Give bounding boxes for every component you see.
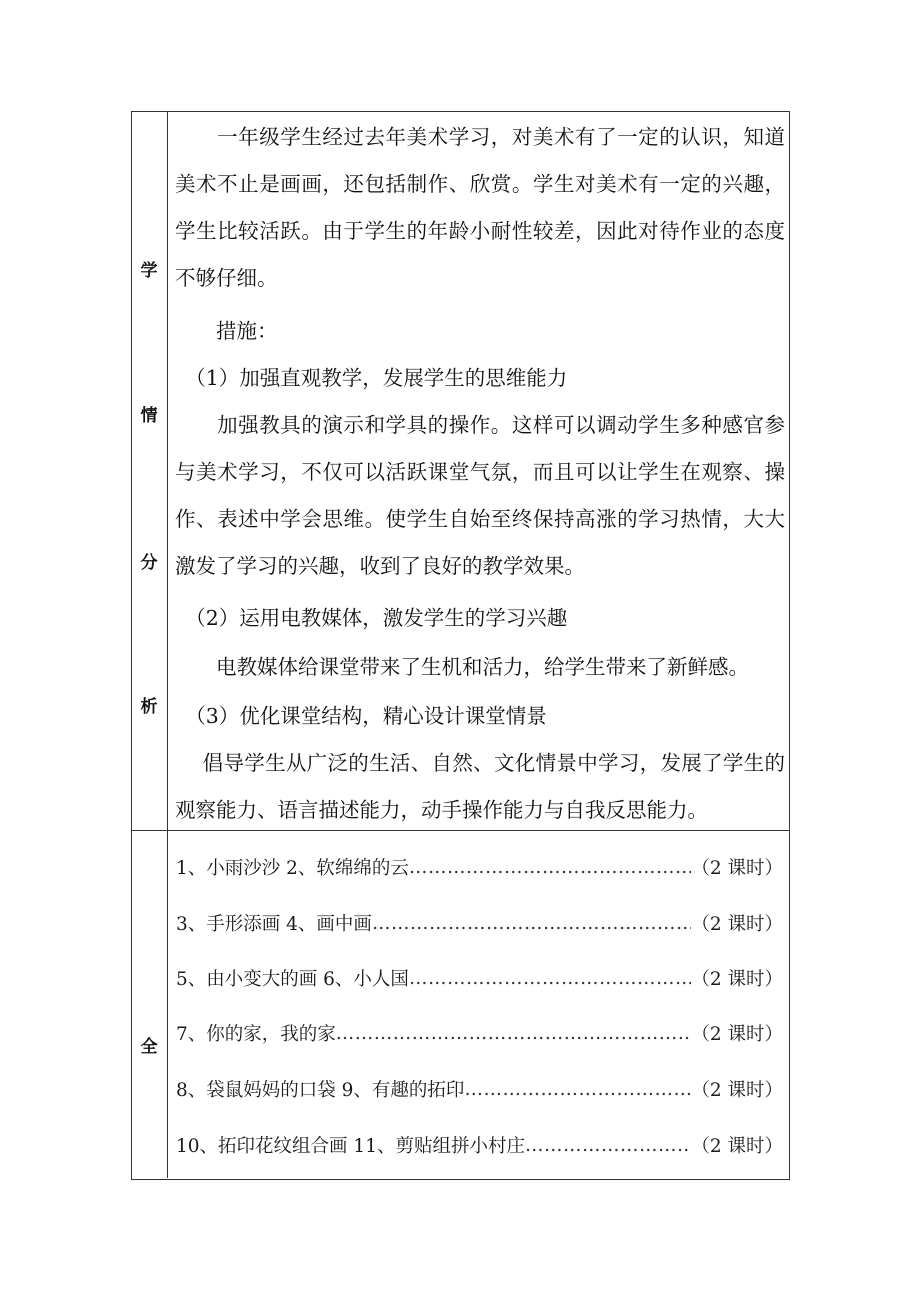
plan-label-cell: [132, 831, 168, 1178]
analysis-label-char-1: 学: [140, 261, 158, 281]
leader-dots: [409, 857, 691, 878]
lesson-hours: （2 课时）: [691, 858, 783, 879]
leader-dots: [409, 968, 691, 989]
measure-2-title: （2）运用电教媒体，激发学生的学习兴趣: [175, 606, 568, 630]
lesson-title: 7、你的家，我的家: [176, 1024, 336, 1045]
analysis-label-char-3: 分: [140, 553, 158, 573]
leader-dots: [525, 1135, 691, 1156]
lesson-hours: （2 课时）: [691, 1136, 783, 1157]
lesson-row: [176, 1074, 783, 1104]
lesson-hours: （2 课时）: [691, 1024, 783, 1045]
lesson-row: [176, 1018, 783, 1048]
lesson-hours: （2 课时）: [691, 969, 783, 990]
lesson-row: [176, 963, 783, 993]
measures-heading: 措施：: [175, 319, 278, 343]
lesson-row: [176, 852, 783, 882]
analysis-label-char-2: 情: [140, 406, 158, 426]
measure-3-body: 倡导学生从广泛的生活、自然、文化情景中学习，发展了学生的观察能力、语言描述能力，动手操作能力与自我反思能力。: [175, 751, 785, 822]
analysis-label-char-4: 析: [140, 697, 158, 717]
lesson-title: 1、小雨沙沙 2、软绵绵的云: [176, 858, 409, 879]
lesson-title: 10、拓印花纹组合画 11、剪贴组拼小村庄: [176, 1136, 525, 1157]
plan-content-cell: [168, 831, 789, 1178]
lesson-title: 3、手形添画 4、画中画: [176, 914, 372, 935]
analysis-label-cell: [132, 112, 168, 830]
lesson-row: [176, 1130, 783, 1160]
leader-dots: [464, 1079, 691, 1100]
measure-3-title: （3）优化课堂结构，精心设计课堂情景: [175, 704, 547, 728]
lesson-title: 5、由小变大的画 6、小人国: [176, 969, 409, 990]
plan-table: [131, 111, 790, 1180]
analysis-row: [132, 112, 789, 831]
lesson-hours: （2 课时）: [691, 1080, 783, 1101]
plan-row: [132, 831, 789, 1178]
leader-dots: [372, 913, 691, 934]
plan-label-char: 全: [140, 1037, 158, 1057]
lesson-title: 8、袋鼠妈妈的口袋 9、有趣的拓印: [176, 1080, 465, 1101]
leader-dots: [336, 1023, 692, 1044]
lesson-hours: （2 课时）: [691, 914, 783, 935]
analysis-intro-paragraph: 一年级学生经过去年美术学习，对美术有了一定的认识，知道美术不止是画画，还包括制作、欣赏。学生对美术有一定的兴趣，学生比较活跃。由于学生的年龄小耐性较差，因此对待作业的态度不够仔细。: [175, 125, 785, 290]
analysis-content-cell: [168, 112, 789, 830]
measure-1-body: 加强教具的演示和学具的操作。这样可以调动学生多种感官参与美术学习，不仅可以活跃课堂气氛，而且可以让学生在观察、操作、表述中学会思维。使学生自始至终保持高涨的学习热情，大大激发了学习的兴趣，收到了良好的教学效果。: [175, 413, 785, 578]
measure-1-title: （1）加强直观教学，发展学生的思维能力: [175, 366, 568, 390]
lesson-row: [176, 908, 783, 938]
measure-2-body: 电教媒体给课堂带来了生机和活力，给学生带来了新鲜感。: [175, 655, 749, 679]
